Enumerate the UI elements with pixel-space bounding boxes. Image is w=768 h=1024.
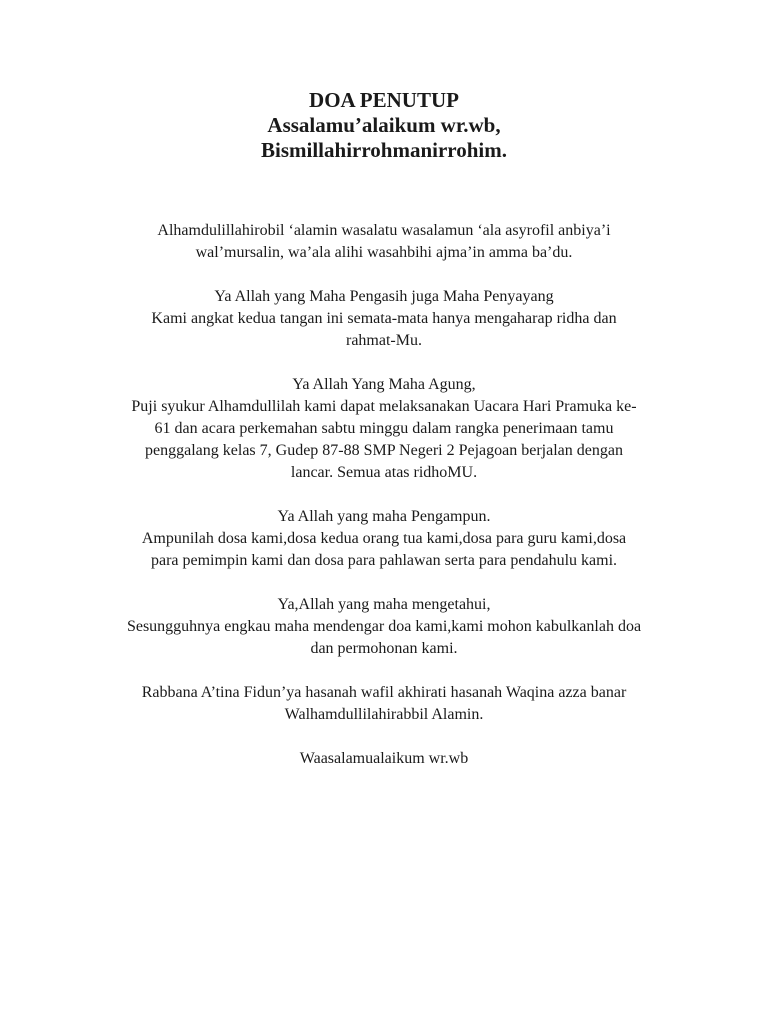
text-line: Ya Allah yang Maha Pengasih juga Maha Penyayang — [214, 288, 554, 305]
text-line: Sesungguhnya engkau maha mendengar doa kami,kami mohon kabulkanlah doa — [126, 618, 642, 635]
paragraph-mengetahui — [84, 594, 684, 660]
text-line: Waasalamualaikum wr.wb — [299, 750, 469, 767]
text-line: Walhamdullilahirabbil Alamin. — [284, 706, 484, 723]
text-line: 61 dan acara perkemahan sabtu minggu dalam rangka penerimaan tamu — [154, 420, 614, 437]
paragraph-rabbana — [84, 682, 684, 726]
text-line: penggalang kelas 7, Gudep 87-88 SMP Negeri 2 Pejagoan berjalan dengan — [145, 442, 623, 459]
text-line: Ya Allah yang maha Pengampun. — [277, 508, 491, 525]
document-title — [0, 88, 768, 163]
text-line: Kami angkat kedua tangan ini semata-mata hanya mengaharap ridha dan — [151, 310, 617, 327]
text-line: Ya Allah Yang Maha Agung, — [292, 376, 476, 393]
paragraph-agung — [84, 374, 684, 484]
title-heading: DOA PENUTUP — [309, 88, 459, 112]
text-line: rahmat-Mu. — [346, 332, 422, 349]
paragraph-pengampun — [84, 506, 684, 572]
title-greeting: Assalamu’alaikum wr.wb, — [267, 113, 501, 137]
text-line: lancar. Semua atas ridhoMU. — [290, 464, 478, 481]
text-line: para pemimpin kami dan dosa para pahlawan serta para pendahulu kami. — [150, 552, 618, 569]
paragraph-opening — [84, 220, 684, 264]
paragraph-closing — [84, 748, 684, 770]
text-line: wal’mursalin, wa’ala alihi wasahbihi ajma’in amma ba’du. — [195, 244, 573, 261]
text-line: Alhamdulillahirobil ‘alamin wasalatu wasalamun ‘ala asyrofil anbiya’i — [157, 222, 611, 239]
title-basmalah: Bismillahirrohmanirrohim. — [261, 138, 507, 162]
text-line: Ampunilah dosa kami,dosa kedua orang tua kami,dosa para guru kami,dosa — [141, 530, 627, 547]
text-line: Rabbana A’tina Fidun’ya hasanah wafil akhirati hasanah Waqina azza banar — [141, 684, 627, 701]
document-body — [84, 220, 684, 792]
text-line: dan permohonan kami. — [310, 640, 458, 657]
paragraph-pengasih — [84, 286, 684, 352]
text-line: Puji syukur Alhamdullilah kami dapat melaksanakan Uacara Hari Pramuka ke- — [131, 398, 637, 415]
text-line: Ya,Allah yang maha mengetahui, — [277, 596, 491, 613]
